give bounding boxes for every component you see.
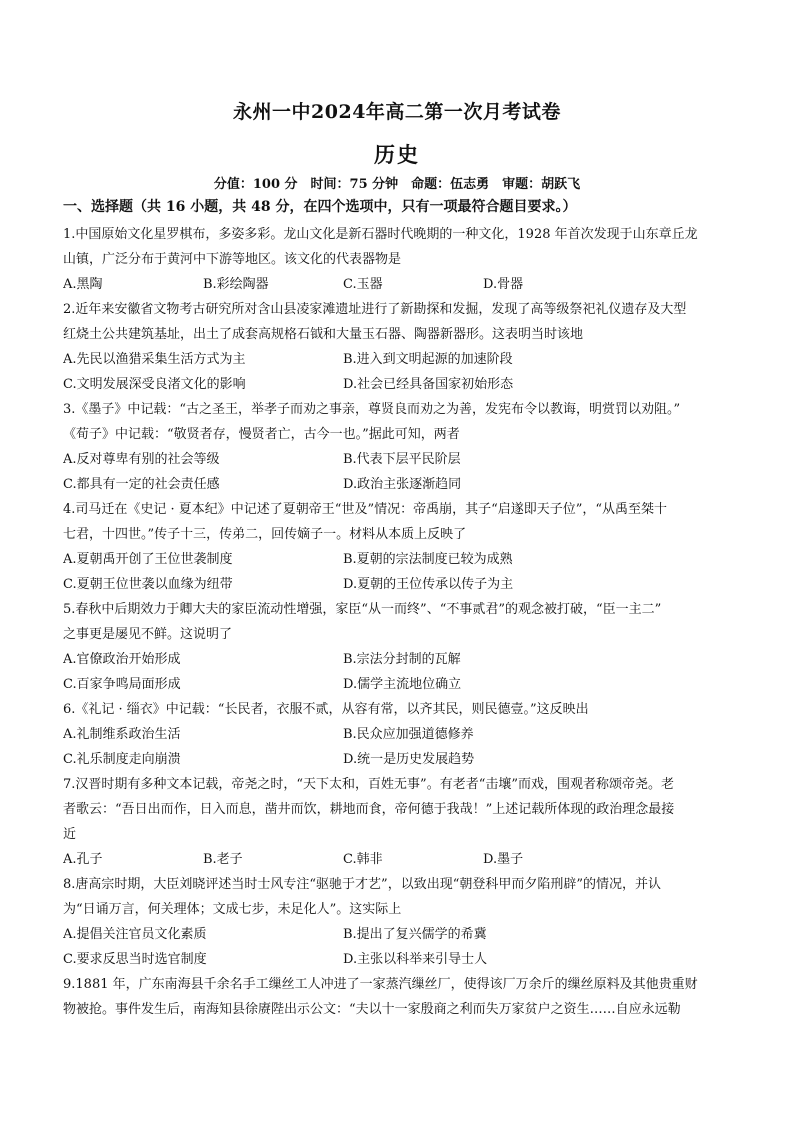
option-b: B.代表下层平民阶层 [343, 452, 461, 467]
options-row [63, 547, 748, 572]
question-1 [63, 222, 748, 297]
option-b: B.彩绘陶器 [203, 277, 269, 292]
question-8 [63, 872, 748, 972]
section-title: 一、选择题（共 16 小题，共 48 分，在四个选项中，只有一项最符合题目要求。） [63, 199, 577, 215]
option-b: B.宗法分封制的瓦解 [343, 652, 461, 667]
question-stem-line: 近 [63, 827, 77, 842]
options-row [63, 747, 748, 772]
option-d: D.夏朝的王位传承以传子为主 [343, 577, 514, 592]
option-b: B.夏朝的宗法制度已较为成熟 [343, 552, 513, 567]
question-2 [63, 297, 748, 397]
option-c: C.文明发展深受良渚文化的影响 [63, 377, 246, 392]
question-stem-line: 《荀子》中记载：“敬贤者存，慢贤者亡，古今一也。”据此可知，两者 [63, 427, 460, 442]
option-b: B.民众应加强道德修养 [343, 727, 474, 742]
question-stem-line: 9.1881 年，广东南海县千余名手工缫丝工人冲进了一家蒸汽缫丝厂，使得该厂万余斤的缫丝原料及其他贵重财 [63, 977, 698, 992]
options-row [63, 372, 748, 397]
options-row [63, 947, 748, 972]
exam-meta: 分值：100 分 时间：75 分钟 命题：伍志勇 审题：胡跃飞 [213, 177, 581, 192]
option-d: D.儒学主流地位确立 [343, 677, 462, 692]
question-stem-line: 红烧土公共建筑基址，出土了成套高规格石钺和大量玉石器、陶器新器形。这表明当时该地 [63, 327, 584, 342]
question-stem-line: 5.春秋中后期效力于卿大夫的家臣流动性增强，家臣“从一而终”、“不事贰君”的观念被打破，“臣一主二” [63, 602, 662, 617]
option-d: D.社会已经具备国家初始形态 [343, 377, 514, 392]
option-a: A.官僚政治开始形成 [63, 652, 181, 667]
question-stem-line: 七君，十四世。”传子十三，传弟二，回传嫡子一。材料从本质上反映了 [63, 527, 467, 542]
option-c: C.百家争鸣局面形成 [63, 677, 181, 692]
option-a: A.孔子 [63, 852, 103, 867]
option-d: D.统一是历史发展趋势 [343, 752, 475, 767]
option-a: A.反对尊卑有别的社会等级 [63, 452, 220, 467]
question-stem-line: 为“日诵万言，何关理体；文成七步，未足化人”。这实际上 [63, 902, 402, 917]
question-stem-line: 物被抢。事件发生后，南海知县徐赓陛出示公文：“夫以十一家殷商之利而失万家贫户之资生……自应永远勒 [63, 1002, 681, 1017]
question-stem-line: 者歌云：“吾日出而作，日入而息，凿井而饮，耕地而食，帝何德于我哉！”上述记载所体现的政治理念最接 [63, 802, 675, 817]
option-b: B.老子 [203, 852, 243, 867]
option-b: B.提出了复兴儒学的希冀 [343, 927, 487, 942]
question-5 [63, 597, 748, 697]
question-stem-line: 之事更是屡见不鲜。这说明了 [63, 627, 233, 642]
question-stem-line: 1.中国原始文化星罗棋布，多姿多彩。龙山文化是新石器时代晚期的一种文化，1928 年首次发现于山东章丘龙 [63, 227, 698, 242]
question-6 [63, 697, 748, 772]
option-a: A.夏朝禹开创了王位世袭制度 [63, 552, 233, 567]
question-stem-line: 8.唐高宗时期，大臣刘晓评述当时士风专注“驱驰于才艺”，以致出现“朝登科甲而夕陷刑辟”的情况，并认 [63, 877, 661, 892]
options-row [63, 647, 748, 672]
options-row [63, 722, 748, 747]
options-row [63, 447, 748, 472]
option-d: D.政治主张逐渐趋同 [343, 477, 462, 492]
question-stem-line: 3.《墨子》中记载：“古之圣王，举孝子而劝之事亲，尊贤良而劝之为善，发宪布令以教诲，明赏罚以劝阻。” [63, 402, 681, 417]
options-row [63, 572, 748, 597]
option-a: A.黑陶 [63, 277, 103, 292]
option-c: C.礼乐制度走向崩溃 [63, 752, 181, 767]
options-row [63, 272, 748, 297]
options-row [63, 847, 748, 872]
option-c: C.都具有一定的社会责任感 [63, 477, 220, 492]
question-stem-line: 6.《礼记 · 缁衣》中记载：“长民者，衣服不贰，从容有常，以齐其民，则民德壹。”这反映出 [63, 702, 589, 717]
question-list [63, 222, 748, 1022]
option-a: A.先民以渔猎采集生活方式为主 [63, 352, 246, 367]
question-9 [63, 972, 748, 1022]
question-stem-line: 4.司马迁在《史记 · 夏本纪》中记述了夏朝帝王“世及”情况：帝禹崩，其子“启遂即天子位”，“从禹至桀十 [63, 502, 668, 517]
option-c: C.韩非 [343, 852, 383, 867]
option-b: B.进入到文明起源的加速阶段 [343, 352, 513, 367]
exam-title: 永州一中2024年高二第一次月考试卷 [233, 101, 561, 123]
question-stem-line: 7.汉晋时期有多种文本记载，帝尧之时，“天下太和，百姓无事”。有老者“击壤”而戏，围观者称颂帝尧。老 [63, 777, 674, 792]
options-row [63, 347, 748, 372]
option-d: D.墨子 [483, 852, 524, 867]
options-row [63, 922, 748, 947]
options-row [63, 472, 748, 497]
question-stem-line: 2.近年来安徽省文物考古研究所对含山县凌家滩遗址进行了新勘探和发掘，发现了高等级祭祀礼仪遗存及大型 [63, 302, 687, 317]
options-row [63, 672, 748, 697]
option-d: D.主张以科举来引导士人 [343, 952, 488, 967]
question-7 [63, 772, 748, 872]
option-a: A.礼制维系政治生活 [63, 727, 181, 742]
option-c: C.要求反思当时选官制度 [63, 952, 207, 967]
question-3 [63, 397, 748, 497]
option-c: C.玉器 [343, 277, 383, 292]
option-c: C.夏朝王位世袭以血缘为纽带 [63, 577, 233, 592]
option-d: D.骨器 [483, 277, 524, 292]
question-stem-line: 山镇，广泛分布于黄河中下游等地区。该文化的代表器物是 [63, 252, 402, 267]
subject-title: 历史 [374, 142, 420, 167]
option-a: A.提倡关注官员文化素质 [63, 927, 207, 942]
question-4 [63, 497, 748, 597]
